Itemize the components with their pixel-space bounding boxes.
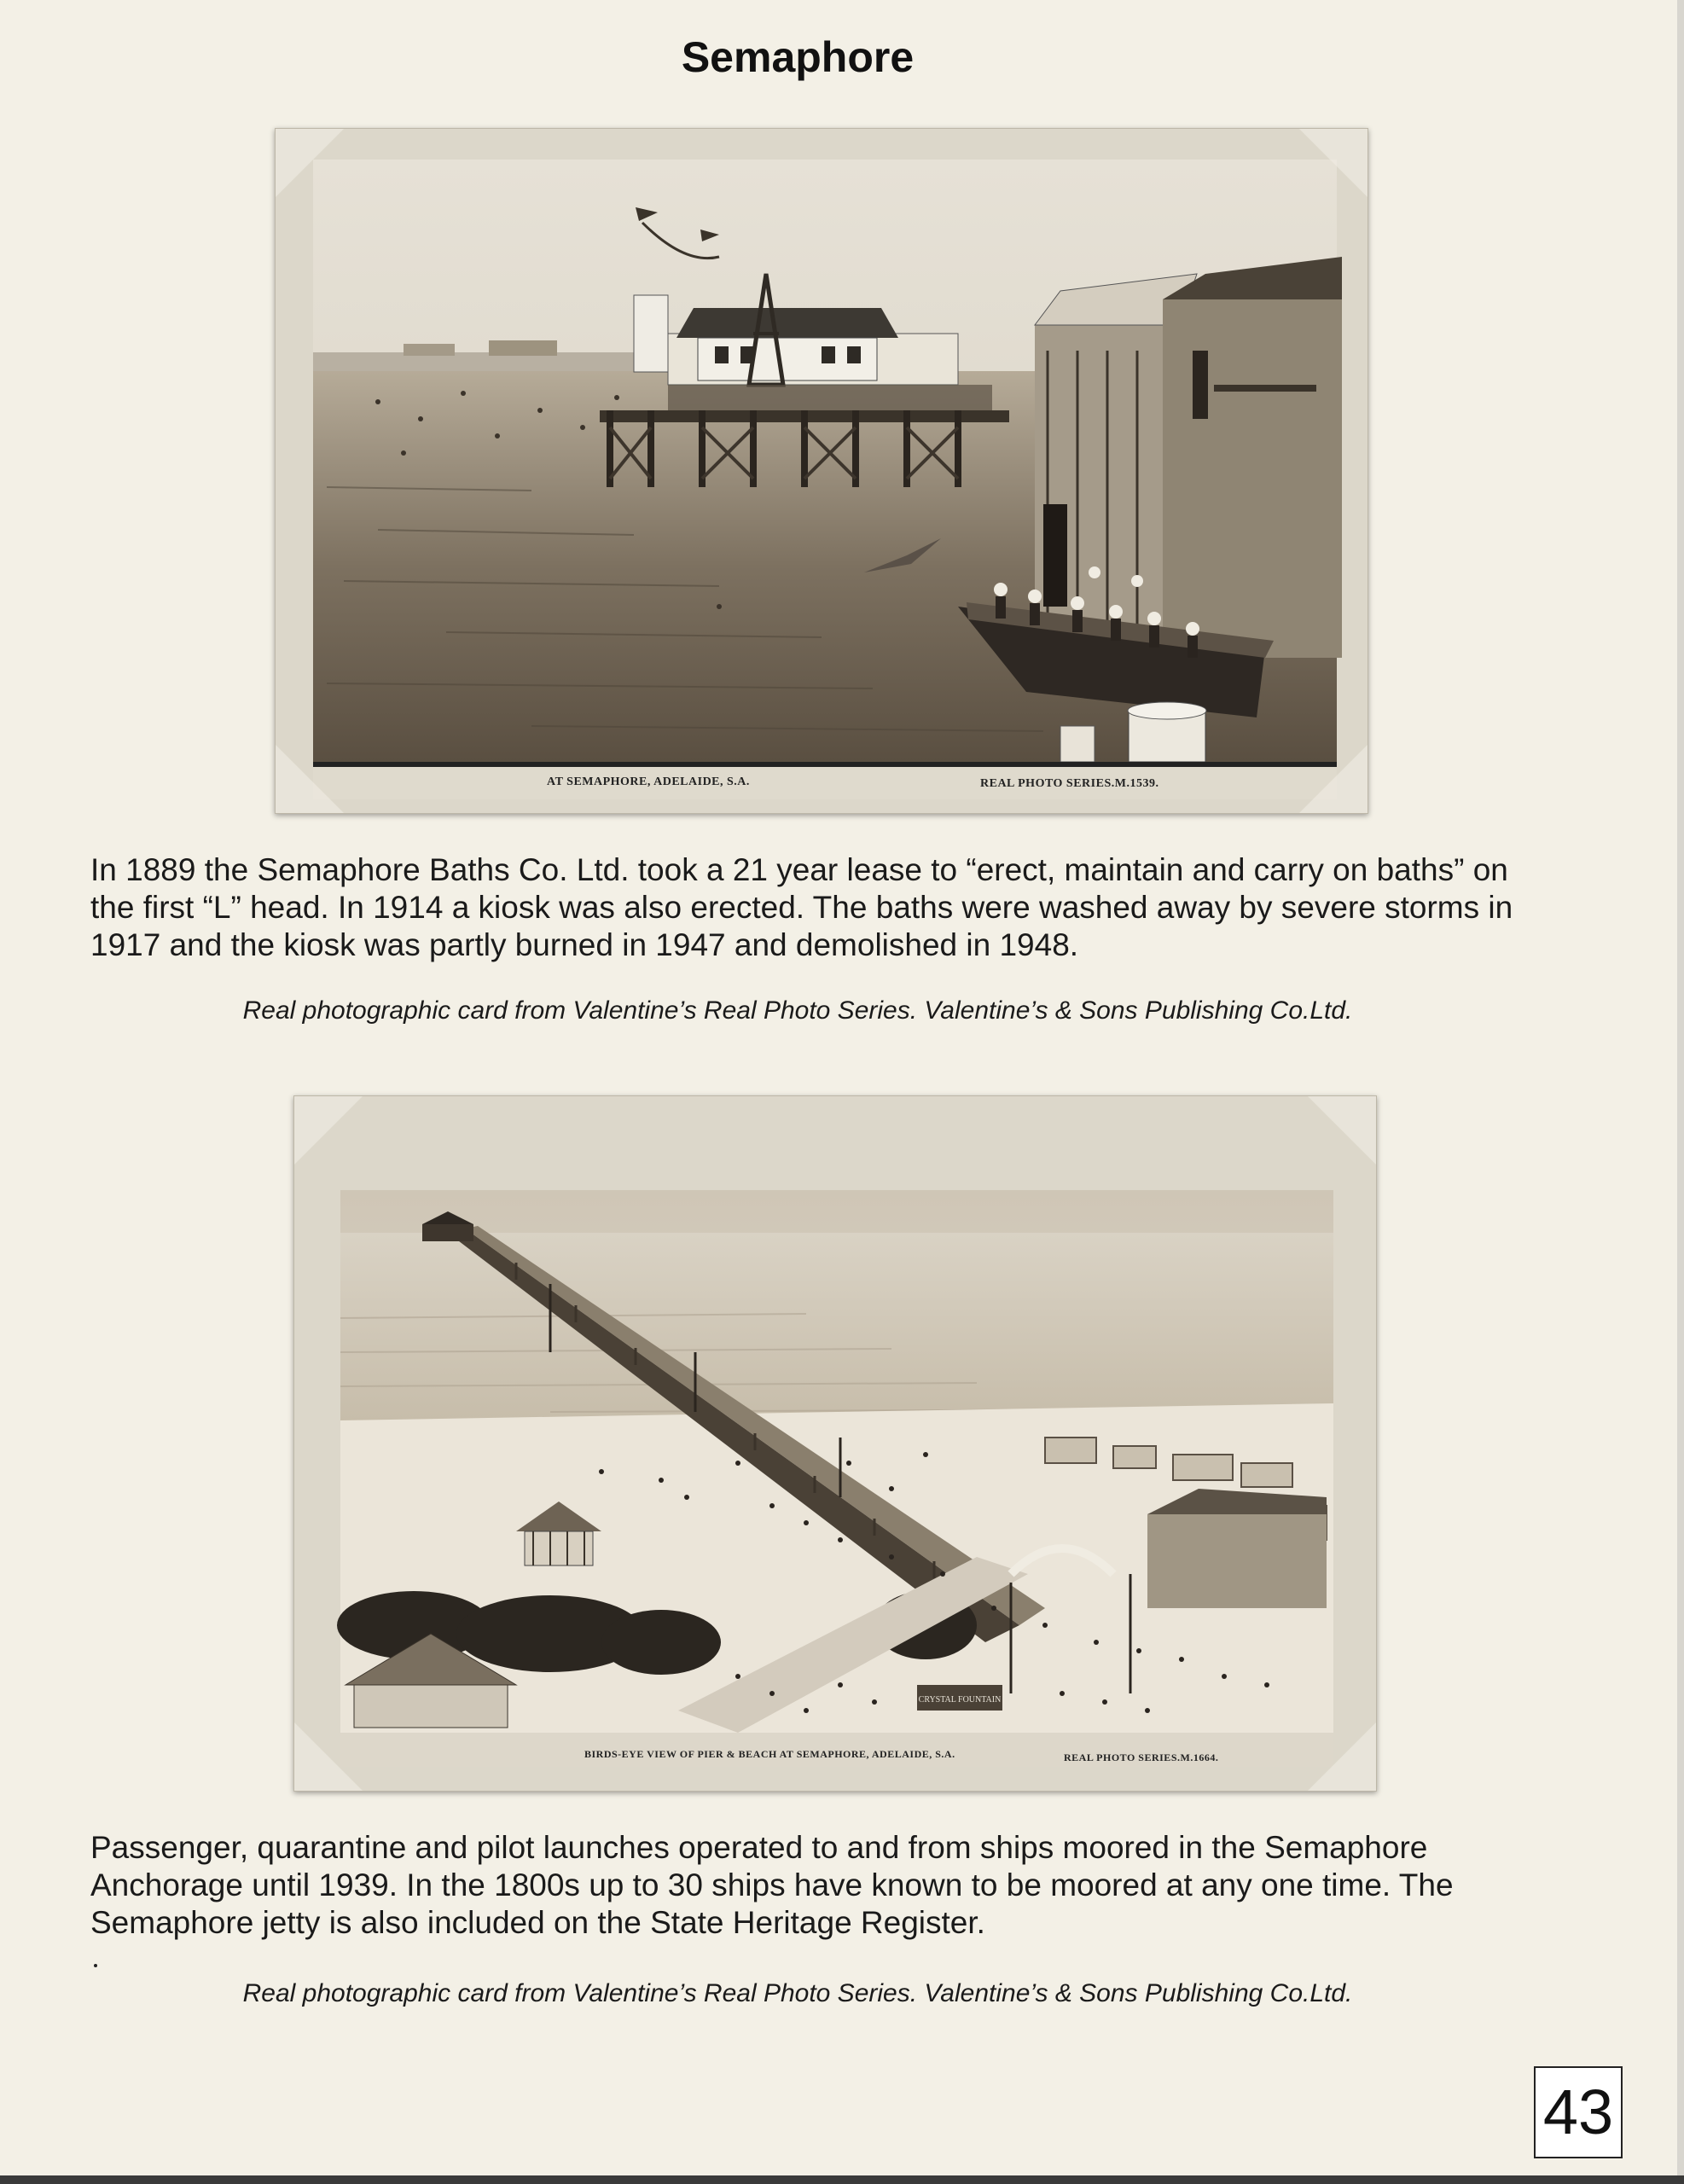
- card2-caption-left: BIRDS-EYE VIEW OF PIER & BEACH AT SEMAPHORE, ADELAIDE, S.A.: [584, 1748, 955, 1760]
- credit-2: Real photographic card from Valentine’s Real Photo Series. Valentine’s & Sons Publishing Co.Ltd.: [242, 1979, 1353, 2007]
- credit-1: Real photographic card from Valentine’s Real Photo Series. Valentine’s & Sons Publishing Co.Ltd.: [242, 996, 1353, 1025]
- crystal-fountain-sign: CRYSTAL FOUNTAIN: [918, 1695, 1002, 1705]
- postcard-pier-beach: [293, 1095, 1377, 1792]
- page-title: Semaphore: [681, 33, 915, 81]
- page-bottom-edge: [0, 2175, 1684, 2184]
- postcard-semaphore-baths: [275, 128, 1368, 814]
- photo-semaphore-baths: [276, 129, 1368, 813]
- card1-caption-left: AT SEMAPHORE, ADELAIDE, S.A.: [547, 775, 750, 788]
- paragraph-1: In 1889 the Semaphore Baths Co. Ltd. took a 21 year lease to “erect, maintain and carry on baths” on the first “L” head. In 1914 a kiosk was also erected. The baths were washed away by severe storms in 1917 and the kiosk was partly burned in 1947 and demolished in 1948.: [90, 852, 1513, 962]
- card2-caption-right: REAL PHOTO SERIES.M.1664.: [1064, 1751, 1219, 1763]
- stray-dot: [94, 1964, 97, 1967]
- page-number: 43: [1534, 2066, 1623, 2158]
- page-edge: [1677, 0, 1684, 2184]
- paragraph-2: Passenger, quarantine and pilot launches operated to and from ships moored in the Semaphore Anchorage until 1939. In the 1800s up to 30 ships have known to be moored at any one time. The Semaphore jetty is also included on the State Heritage Register.: [90, 1830, 1454, 1940]
- card1-caption-right: REAL PHOTO SERIES.M.1539.: [980, 777, 1159, 790]
- photo-pier-beach: [294, 1096, 1376, 1791]
